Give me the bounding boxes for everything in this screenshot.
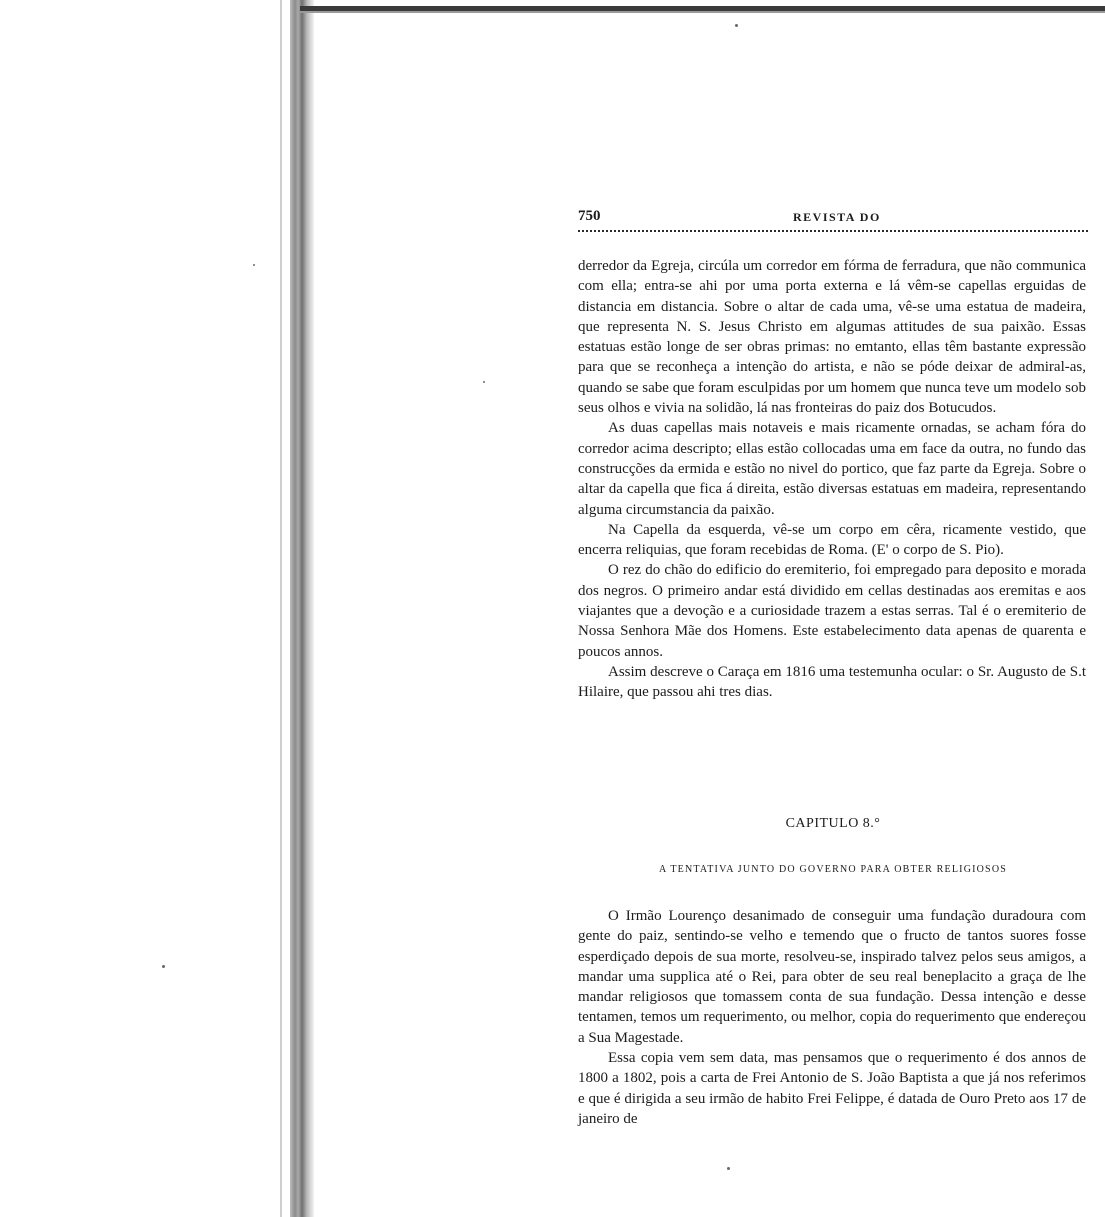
scan-gutter-shadow [280, 0, 282, 1217]
scan-speck [162, 965, 165, 968]
scan-speck [483, 381, 485, 383]
chapter-subtitle: A TENTATIVA JUNTO DO GOVERNO PARA OBTER RELIGIOSOS [658, 864, 1008, 875]
paragraph: Na Capella da esquerda, vê-se um corpo em cêra, ricamente vestido, que encerra reliquias, que foram recebidas de Roma. (E' o corpo de S. Pio). [578, 521, 1086, 559]
running-head [578, 208, 1088, 228]
paragraph: O Irmão Lourenço desanimado de conseguir uma fundação duradoura com gente do paiz, sentindo-se velho e temendo que o fructo de tantos suores fosse esperdiçado depois de sua morte, resolveu-se, inspirado talvez pelos seus amigos, a mandar uma supplica até o Rei, para obter de seu real beneplacito a graça de lhe mandar religiosos que tomassem conta de sua fundação. Dessa intenção e desse tentamen, temos um requerimento, ou melhor, copia do requerimento que endereçou a Sua Magestade. [578, 908, 1086, 1046]
scan-book-gutter [290, 0, 314, 1217]
scan-top-edge-shadow [300, 11, 1105, 13]
paragraph: Assim descreve o Caraça em 1816 uma testemunha ocular: o Sr. Augusto de S.t Hilaire, que passou ahi tres dias. [578, 663, 1086, 701]
body-text-top [578, 256, 1086, 703]
body-text-bottom [578, 906, 1086, 1129]
paragraph: derredor da Egreja, circúla um corredor em fórma de ferradura, que não communica com ella; entra-se ahi por uma porta externa e lá vêm-se capellas erguidas de distancia em distancia. Sobre o altar de cada uma, vê-se uma estatua de madeira, que representa N. S. Jesus Christo em algumas attitudes de sua paixão. Essas estatuas estão longe de ser obras primas: no emtanto, ellas têm bastante expressão para que se reconheça a intenção do artista, e não se póde deixar de admiral-as, quando se sabe que foram esculpidas por um homem que nunca teve um modelo sob seus olhos e vivia na solidão, lá nas fronteiras do paiz dos Botucudos. [578, 258, 1086, 417]
running-title: REVISTA DO [793, 210, 881, 224]
scan-speck [727, 1167, 730, 1170]
paragraph: O rez do chão do edificio do eremiterio, foi empregado para deposito e morada dos negros. O primeiro andar está dividido em cellas destinadas aos eremitas e aos viajantes que a devoção e a curiosidade trazem a estas serras. Tal é o eremiterio de Nossa Senhora Mãe dos Homens. Este estabelecimento data apenas de quarenta e poucos annos. [578, 562, 1086, 660]
scan-speck [735, 24, 738, 27]
header-rule [578, 230, 1088, 232]
scan-speck [253, 264, 255, 266]
page-number: 750 [578, 208, 601, 224]
chapter-title: CAPITULO 8.° [785, 816, 881, 831]
paragraph: As duas capellas mais notaveis e mais ricamente ornadas, se acham fóra do corredor acima descripto; ellas estão collocadas uma em face da outra, no fundo das construcções da ermida e estão no nivel do portico, que faz parte da Egreja. Sobre o altar da capella que fica á direita, estão diversas estatuas em madeira, representando alguma circumstancia da paixão. [578, 420, 1086, 518]
paragraph: Essa copia vem sem data, mas pensamos que o requerimento é dos annos de 1800 a 1802, pois a carta de Frei Antonio de S. João Baptista a que já nos referimos e que é dirigida a seu irmão de habito Frei Felippe, é datada de Ouro Preto aos 17 de janeiro de [578, 1050, 1086, 1127]
